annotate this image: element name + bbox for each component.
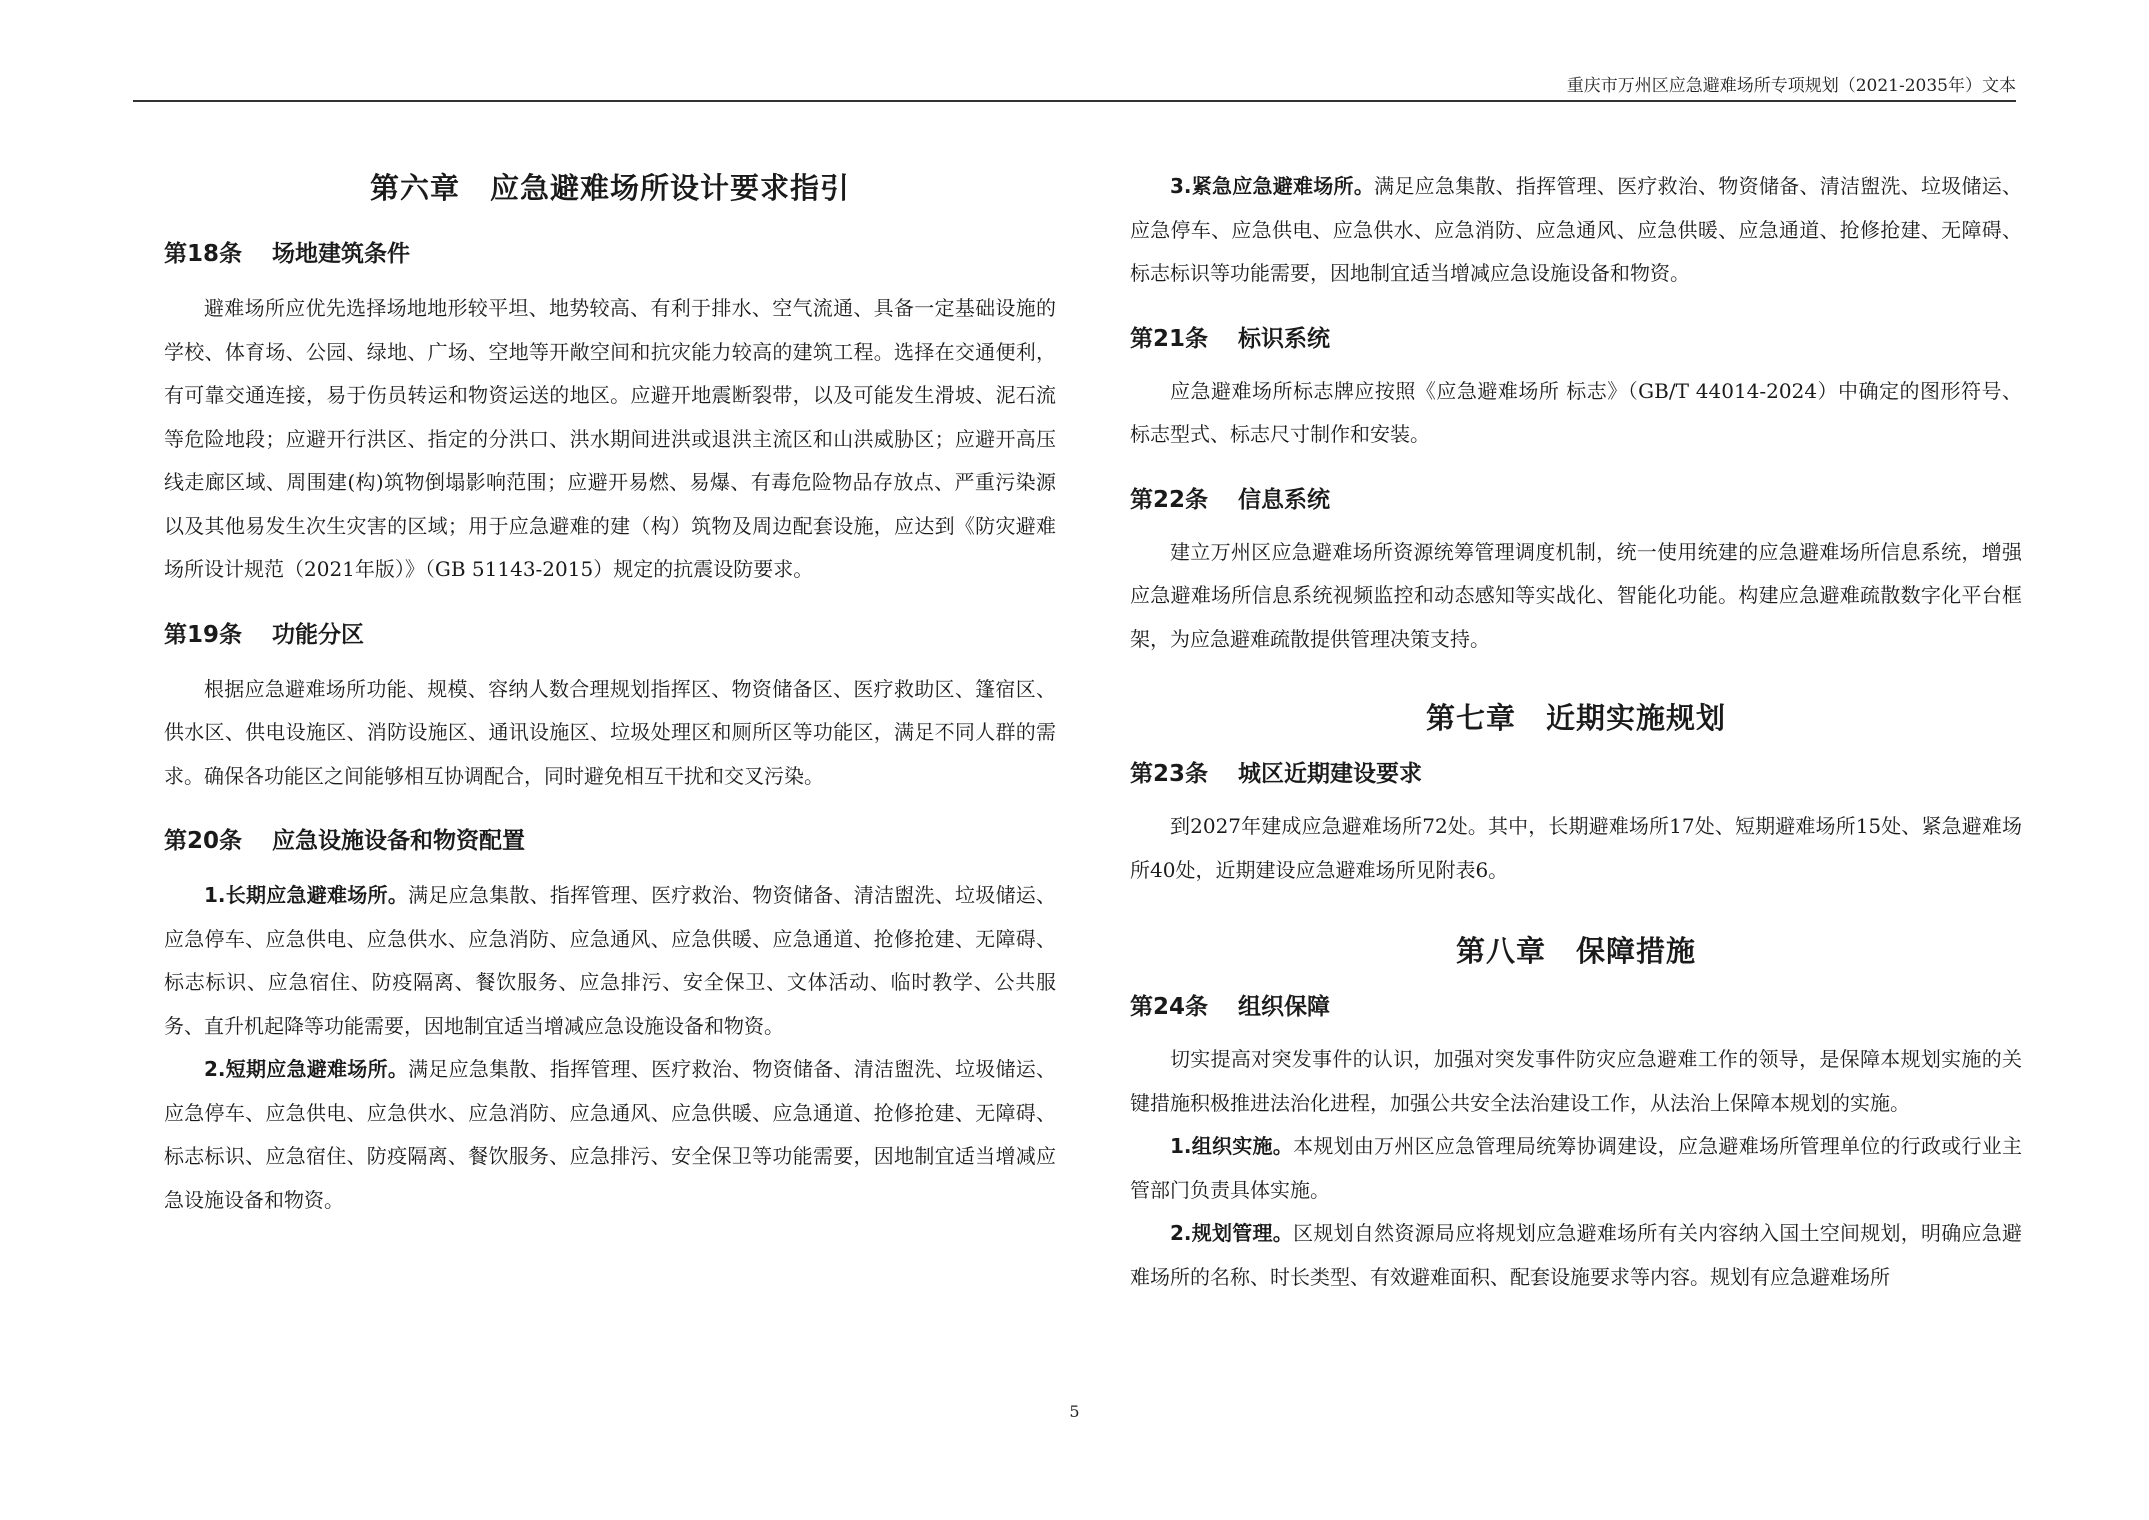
article-20-heading [164, 820, 1056, 862]
article-18-heading [164, 233, 1056, 275]
article-24-item-1-lead: 1.组织实施。 [1170, 1134, 1294, 1158]
article-20-item-3-lead: 3.紧急应急避难场所。 [1170, 174, 1375, 198]
article-24-item-2-lead: 2.规划管理。 [1170, 1221, 1294, 1245]
article-20-item-1-lead: 1.长期应急避难场所。 [204, 883, 409, 907]
article-19-title: 功能分区 [272, 621, 364, 648]
article-20-title: 应急设施设备和物资配置 [272, 828, 525, 854]
left-column [164, 165, 1056, 1222]
article-24-intro: 切实提高对突发事件的认识，加强对突发事件防灾应急避难工作的领导，是保障本规划实施的关键措施积极推进法治化进程，加强公共安全法治建设工作，从法治上保障本规划的实施。 [1130, 1047, 2022, 1115]
page-number: 5 [1069, 1402, 1080, 1421]
right-column [1130, 165, 2022, 1299]
article-19-heading [164, 614, 1056, 656]
article-20-item-1 [164, 874, 1056, 1048]
article-21-number: 第21条 [1130, 325, 1209, 352]
article-22-title: 信息系统 [1238, 486, 1330, 513]
running-header-title: 重庆市万州区应急避难场所专项规划（2021-2035年）文本 [1566, 76, 2016, 96]
article-23-number: 第23条 [1130, 761, 1209, 787]
article-24-item-1-text: 本规划由万州区应急管理局统筹协调建设，应急避难场所管理单位的行政或行业主管部门负责具体实施。 [1130, 1134, 2023, 1202]
article-21-title: 标识系统 [1238, 325, 1330, 352]
article-19-number: 第19条 [164, 621, 243, 648]
article-20-item-3 [1130, 165, 2022, 296]
article-22-paragraph: 建立万州区应急避难场所资源统筹管理调度机制，统一使用统建的应急避难场所信息系统，增强应急避难场所信息系统视频监控和动态感知等实战化、智能化功能。构建应急避难疏散数字化平台框架，为应急避难疏散提供管理决策支持。 [1130, 539, 2022, 651]
chapter-8-title: 第八章 保障措施 [1455, 934, 1696, 968]
article-23-title: 城区近期建设要求 [1238, 761, 1422, 787]
article-21-paragraph: 应急避难场所标志牌应按照《应急避难场所 标志》（GB/T 44014-2024）中确定的图形符号、标志型式、标志尺寸制作和安装。 [1130, 378, 2022, 446]
article-24-number: 第24条 [1130, 994, 1209, 1020]
article-20-item-2-text: 满足应急集散、指挥管理、医疗救治、物资储备、清洁盥洗、垃圾储运、应急停车、应急供电、应急供水、应急消防、应急通风、应急供暖、应急通道、抢修抢建、无障碍、标志标识、应急宿住、防疫隔离、餐饮服务、应急排污、安全保卫等功能需要，因地制宜适当增减应急设施设备和物资。 [164, 1057, 1057, 1212]
article-23-heading [1130, 753, 2022, 795]
chapter-6-title: 第六章 应急避难场所设计要求指引 [369, 171, 850, 205]
article-24-heading [1130, 986, 2022, 1028]
article-23-paragraph: 到2027年建成应急避难场所72处。其中，长期避难场所17处、短期避难场所15处、紧急避难场所40处，近期建设应急避难场所见附表6。 [1130, 814, 2022, 882]
article-20-item-2 [164, 1048, 1056, 1222]
article-18-title: 场地建筑条件 [272, 241, 410, 267]
article-18-paragraph: 避难场所应优先选择场地地形较平坦、地势较高、有利于排水、空气流通、具备一定基础设施的学校、体育场、公园、绿地、广场、空地等开敞空间和抗灾能力较高的建筑工程。选择在交通便利，有可靠交通连接，易于伤员转运和物资运送的地区。应避开地震断裂带，以及可能发生滑坡、泥石流等危险地段；应避开行洪区、指定的分洪口、洪水期间进洪或退洪主流区和山洪威胁区；应避开高压线走廊区域、周围建(构)筑物倒塌影响范围；应避开易燃、易爆、有毒危险物品存放点、严重污染源以及其他易发生次生灾害的区域；用于应急避难的建（构）筑物及周边配套设施，应达到《防灾避难场所设计规范（2021年版）》（GB 51143-2015）规定的抗震设防要求。 [164, 296, 1056, 581]
article-20-item-2-lead: 2.短期应急避难场所。 [204, 1057, 409, 1081]
article-18-number: 第18条 [164, 241, 243, 267]
running-header [133, 62, 2016, 102]
article-22-heading [1130, 479, 2022, 521]
article-22-number: 第22条 [1130, 486, 1209, 513]
article-21-heading [1130, 318, 2022, 360]
article-24-title: 组织保障 [1238, 994, 1330, 1020]
article-24-item-2 [1130, 1212, 2022, 1299]
article-20-item-3-text: 满足应急集散、指挥管理、医疗救治、物资储备、清洁盥洗、垃圾储运、应急停车、应急供电、应急供水、应急消防、应急通风、应急供暖、应急通道、抢修抢建、无障碍、标志标识等功能需要，因地制宜适当增减应急设施设备和物资。 [1130, 174, 2023, 285]
article-20-number: 第20条 [164, 828, 243, 854]
chapter-7-title: 第七章 近期实施规划 [1425, 701, 1726, 735]
article-24-item-2-text: 区规划自然资源局应将规划应急避难场所有关内容纳入国土空间规划，明确应急避难场所的名称、时长类型、有效避难面积、配套设施要求等内容。规划有应急避难场所 [1130, 1221, 2023, 1289]
article-19-paragraph: 根据应急避难场所功能、规模、容纳人数合理规划指挥区、物资储备区、医疗救助区、篷宿区、供水区、供电设施区、消防设施区、通讯设施区、垃圾处理区和厕所区等功能区，满足不同人群的需求。确保各功能区之间能够相互协调配合，同时避免相互干扰和交叉污染。 [164, 676, 1056, 788]
article-24-item-1 [1130, 1125, 2022, 1212]
article-20-item-1-text: 满足应急集散、指挥管理、医疗救治、物资储备、清洁盥洗、垃圾储运、应急停车、应急供电、应急供水、应急消防、应急通风、应急供暖、应急通道、抢修抢建、无障碍、标志标识、应急宿住、防疫隔离、餐饮服务、应急排污、安全保卫、文体活动、临时教学、公共服务、直升机起降等功能需要，因地制宜适当增减应急设施设备和物资。 [164, 883, 1057, 1038]
